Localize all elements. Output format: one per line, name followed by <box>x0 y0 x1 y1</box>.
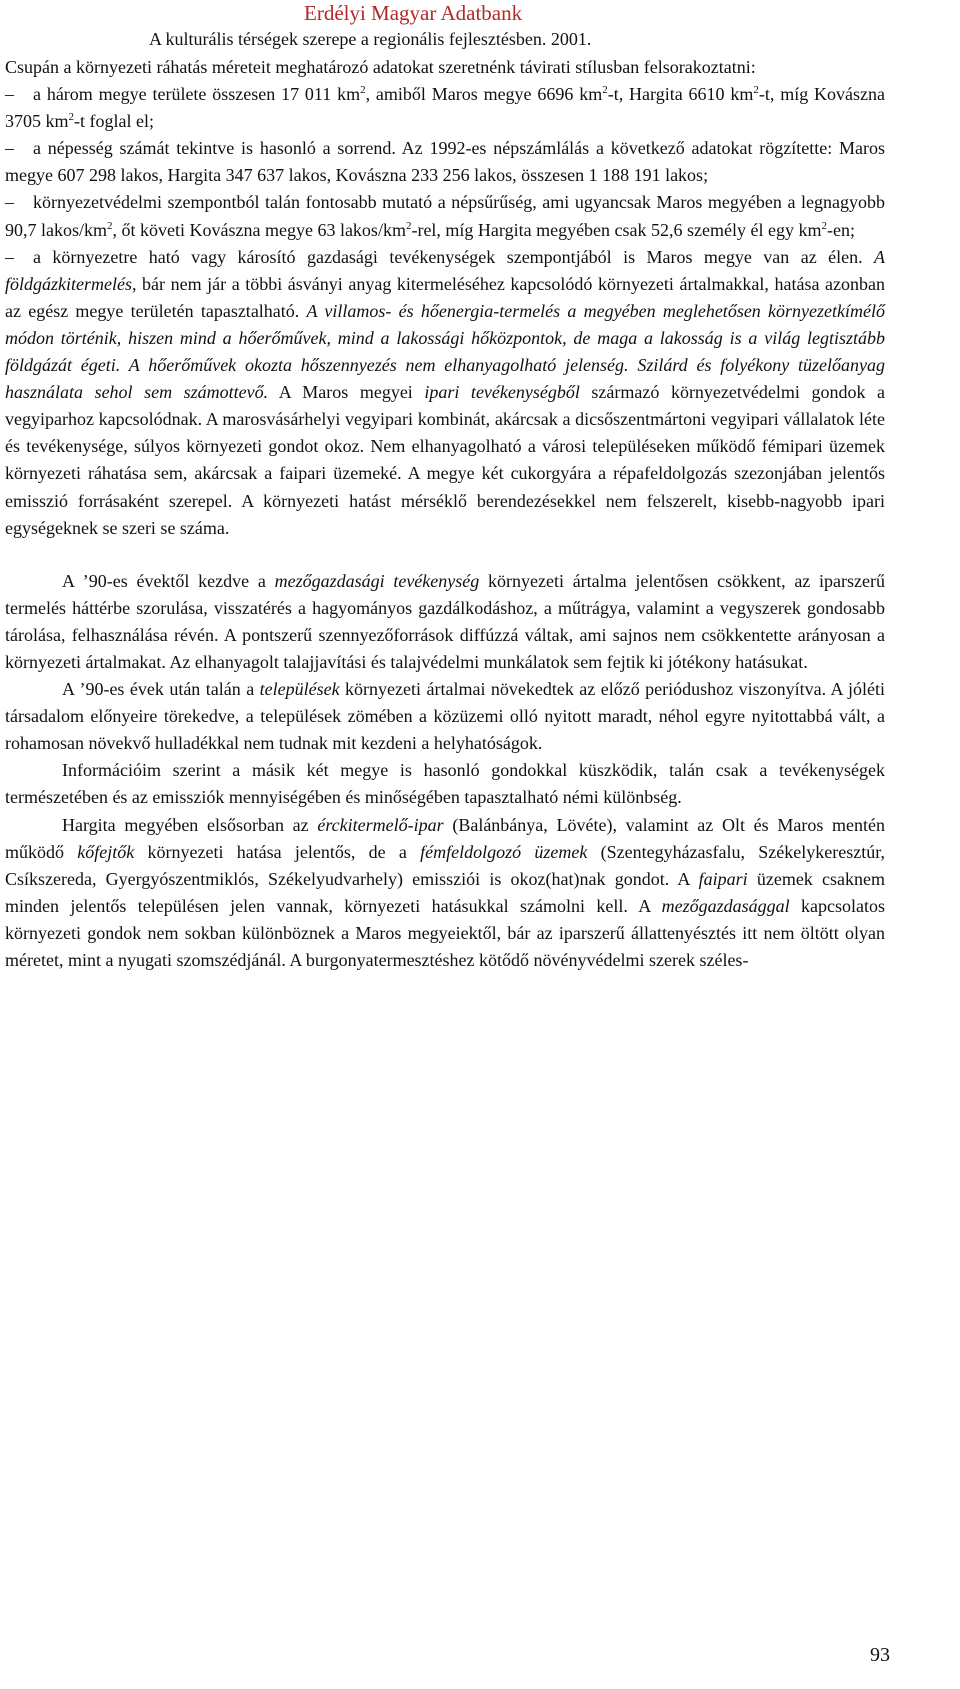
text-run: -rel, míg Hargita megyében csak 52,6 személy él egy km <box>411 219 822 240</box>
italic-run: mezőgazdasági tevékenység <box>274 570 480 591</box>
text-run: Hargita megyében elsősorban az <box>62 814 318 835</box>
list-item <box>5 135 885 189</box>
list-item <box>5 189 885 243</box>
text-run: -en; <box>827 219 855 240</box>
italic-run: fémfeldolgozó üzemek <box>420 841 588 862</box>
italic-run: érckitermelő-ipar <box>317 814 444 835</box>
list-item <box>5 81 885 135</box>
italic-run: települések <box>259 679 340 700</box>
superscript: 2 <box>68 111 75 124</box>
text-run: -t, Hargita 6610 km <box>607 84 754 105</box>
text-run: üzemek csaknem minden jelentős településen jelen vannak, környezeti hatásukkal számolni kell. A <box>5 868 885 916</box>
italic-run: A földgázkitermelés, <box>5 246 885 294</box>
superscript: 2 <box>405 219 412 232</box>
superscript: 2 <box>107 219 113 232</box>
dash-marker: – <box>5 192 14 213</box>
dash-marker: – <box>5 246 14 267</box>
text-run: környezetvédelmi szempontból talán fontosabb mutató a népsűrűség, ami ugyancsak Maros megyében a legnagyobb 90,7 lakos/km <box>5 192 885 240</box>
text-run: származó környezetvédelmi gondok a vegyiparhoz kapcsolódnak. A marosvásárhelyi vegyipari kombinát, akárcsak a dicsőszentmártoni vegyipari vállalatok léte és tevékenysége, súlyos környezeti gondot okoz. Nem elhanyagolható a városi településeken működő fémipari üzemek környezeti ráhatása sem, akárcsak a faipari üzemeké. A megye két cukorgyára a répafeldolgozás szezonjában jelentős emisszió forrásaként szerepel. A környezeti hatást mérséklő berendezésekkel nem felszerelt, kisebb-nagyobb ipari egységeknek se szeri se száma. <box>5 382 885 538</box>
dash-marker: – <box>5 84 14 105</box>
paragraph: Információim szerint a másik két megye is hasonló gondokkal küszködik, talán csak a tevékenységek természetében és az emissziók mennyiségében és minőségében tapasztalható némi különbség. <box>5 760 885 808</box>
text-run: (Szentegyházasfalu, Székelykeresztúr, Csíkszereda, Gyergyószentmiklós, Székelyudvarhely) emissziói is okoz(hat)nak gondot. A <box>5 841 885 889</box>
italic-run: kőfejtők <box>77 841 135 862</box>
paragraph <box>5 812 885 975</box>
superscript: 2 <box>360 84 366 97</box>
text-run: A Maros megyei <box>268 382 425 403</box>
text-run: (Balánbánya, Lövéte), valamint az Olt és Maros mentén működő <box>5 814 885 862</box>
italic-run: A villamos- és hőenergia-termelés a megyében meglehetősen környezetkímélő módon történik, hiszen mind a hőerőművek, mind a lakossági hőközpontok, de maga a lakosság is a világ legtisztább földgázát égeti. A hőerőművek okozta hőszennyezés nem elhanyagolható jelenség. Szilárd és folyékony tüzelőanyag használata sehol sem számottevő. <box>5 300 885 403</box>
text-run: -t, míg Kovászna 3705 km <box>5 84 886 132</box>
italic-run: ipari tevékenységből <box>424 382 580 403</box>
page-number: 93 <box>870 1644 890 1666</box>
superscript: 2 <box>821 219 827 232</box>
body-text <box>5 54 885 974</box>
text-run: környezeti ártalma jelentősen csökkent, az iparszerű termelés háttérbe szorulása, visszatérés a hagyományos gazdálkodáshoz, a műtrágya, valamint a vegyszerek gondosabb tárolása, felhasználása révén. A pontszerű szennyezőforrások diffúzzá váltak, ami sajnos nem csökkentette arányosan a környezeti ártalmakat. Az elhanyagolt talajjavítási és talajvédelmi munkálatok sem fejtik ki jótékony hatásukat. <box>5 570 885 672</box>
italic-run: faipari <box>698 868 748 889</box>
text-run: , amiből Maros megye 6696 km <box>365 84 603 105</box>
site-name[interactable]: Erdélyi Magyar Adatbank <box>304 1 523 25</box>
paragraph-gap <box>5 542 885 568</box>
list-item <box>5 244 885 542</box>
intro-paragraph: Csupán a környezeti ráhatás méreteit meghatározó adatokat szeretnénk távirati stílusban felsorakoztatni: <box>5 57 756 77</box>
superscript: 2 <box>602 84 608 97</box>
text-run: a három megye területe összesen 17 011 km <box>33 84 361 105</box>
superscript: 2 <box>753 84 759 97</box>
paragraph <box>5 568 885 676</box>
text-run: , őt követi Kovászna megye 63 lakos/km <box>112 219 406 240</box>
text-run: A ’90-es évektől kezdve a <box>62 570 275 591</box>
text-run: környezeti hatása jelentős, de a <box>134 841 421 862</box>
text-run: -t foglal el; <box>74 111 154 132</box>
text-run: a környezetre ható vagy károsító gazdasági tevékenységek szempontjából is Maros megye van az élen. <box>33 246 874 267</box>
text-run: környezeti ártalmai növekedtek az előző periódushoz viszonyítva. A jóléti társadalom előnyeire törekedve, a települések zömében a közüzemi olló nyitott maradt, néhol egyre nyitottabbá vált, a rohamosan növekvő hulladékkal nem tudnak mit kezdeni a helyhatóságok. <box>5 679 885 754</box>
document-title: A kulturális térségek szerepe a regionális fejlesztésben. 2001. <box>149 29 592 49</box>
text-run: bár nem jár a többi ásványi anyag kitermeléséhez kapcsolódó környezeti ártalmakkal, hatása azonban az egész megye területén tapasztalható. <box>5 273 885 321</box>
paragraph <box>5 676 885 757</box>
dash-marker: – <box>5 138 14 159</box>
text-run: A ’90-es évek után talán a <box>62 679 260 700</box>
italic-run: mezőgazdasággal <box>661 895 790 916</box>
text-run: kapcsolatos környezeti gondok nem sokban különböznek a Maros megyeiektől, bár az iparszerű állattenyésztés itt nem öltött olyan méretet, mint a nyugati szomszédjánál. A burgonyatermesztéshez kötődő növényvédelmi szerek széles- <box>5 895 885 970</box>
text-run: a népesség számát tekintve is hasonló a sorrend. Az 1992-es népszámlálás a következő adatokat rögzítette: Maros megye 607 298 lakos, Hargita 347 637 lakos, Kovászna 233 256 lakos, összesen 1 188 191 lakos; <box>5 138 885 186</box>
